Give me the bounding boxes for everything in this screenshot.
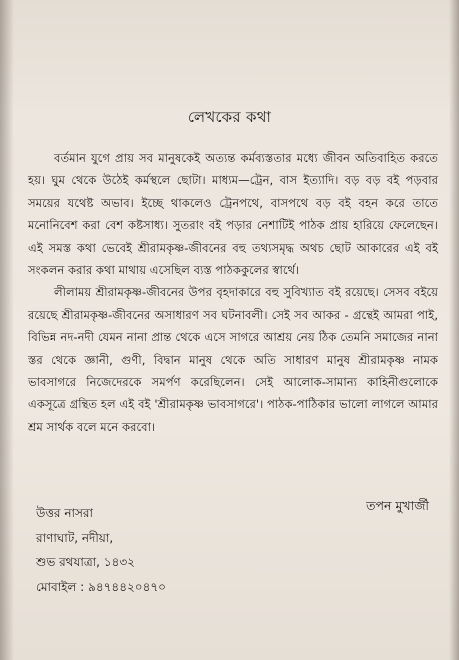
page-title: লেখকের কথা: [187, 108, 272, 126]
author-address: [36, 501, 166, 599]
preface-body: [28, 147, 438, 438]
address-line-3: শুভ রথযাত্রা, ১৪৩২: [36, 555, 135, 569]
paragraph-1: বর্তমান যুগে প্রায় সব মানুষকেই অত্যন্ত কর্মব্যস্ততার মধ্যে জীবন অতিবাহিত করতে হয়। ঘুম থেকে উঠেই কর্মস্থলে ছোটা। মাধ্যম—ট্রেন, বাস ইত্যাদি। বড় বড় বই পড়বার সময়ের যথেষ্ট অভাব। ইচ্ছে থাকলেও ট্রেনপথে, বাসপথে বড় বই বহন করে তাতে মনোনিবেশ করা বেশ কষ্টসাধ্য। সুতরাং বই পড়ার নেশাটিই পাঠক প্রায় হারিয়ে ফেলেছেন। এই সমস্ত কথা ভেবেই শ্রীরামকৃষ্ণ-জীবনের বহু তথ্যসমৃদ্ধ অথচ ছোট আকারের এই বই সংকলন করার কথা মাথায় এসেছিল ব্যস্ত পাঠককুলের স্বার্থে।: [28, 151, 438, 278]
address-line-4: মোবাইল : ৯৪৭৪৪২০৪৭০: [36, 579, 166, 594]
paragraph-2: লীলাময় শ্রীরামকৃষ্ণ-জীবনের উপর বৃহদাকারে বহু সুবিখ্যাত বই রয়েছে। সেসব বইয়ে রয়েছে শ্রীরামকৃষ্ণ-জীবনের অসাধারণ সব ঘটনাবলী। সেই সব আকর - গ্রন্থেই আমরা পাই, বিভিন্ন নদ-নদী যেমন নানা প্রান্ত থেকে এসে সাগরে আশ্রয় নেয় ঠিক তেমনি সমাজের নানা স্তর থেকে জ্ঞানী, গুণী, বিদ্বান মানুষ থেকে অতি সাধারণ মানুষ শ্রীরামকৃষ্ণ নামক ভাবসাগরে নিজেদেরকে সমর্পণ করেছিলেন। সেই আলোক-সামান্য কাহিনীগুলোকে একসূত্রে গ্রন্থিত হল এই বই 'শ্রীরামকৃষ্ণ ভাবসাগরে'। পাঠক-পাঠিকার ভালো লাগলে আমার শ্রম সার্থক বলে মনে করবো।: [28, 285, 438, 434]
address-line-2: রাণাঘাট, নদীয়া,: [36, 530, 114, 545]
page-edge-shadow-right: [449, 0, 459, 660]
author-signature: তপন মুখার্জী: [366, 498, 429, 513]
page-edge-shadow-left: [0, 0, 14, 660]
address-line-1: উত্তর নাসরা: [36, 506, 93, 520]
